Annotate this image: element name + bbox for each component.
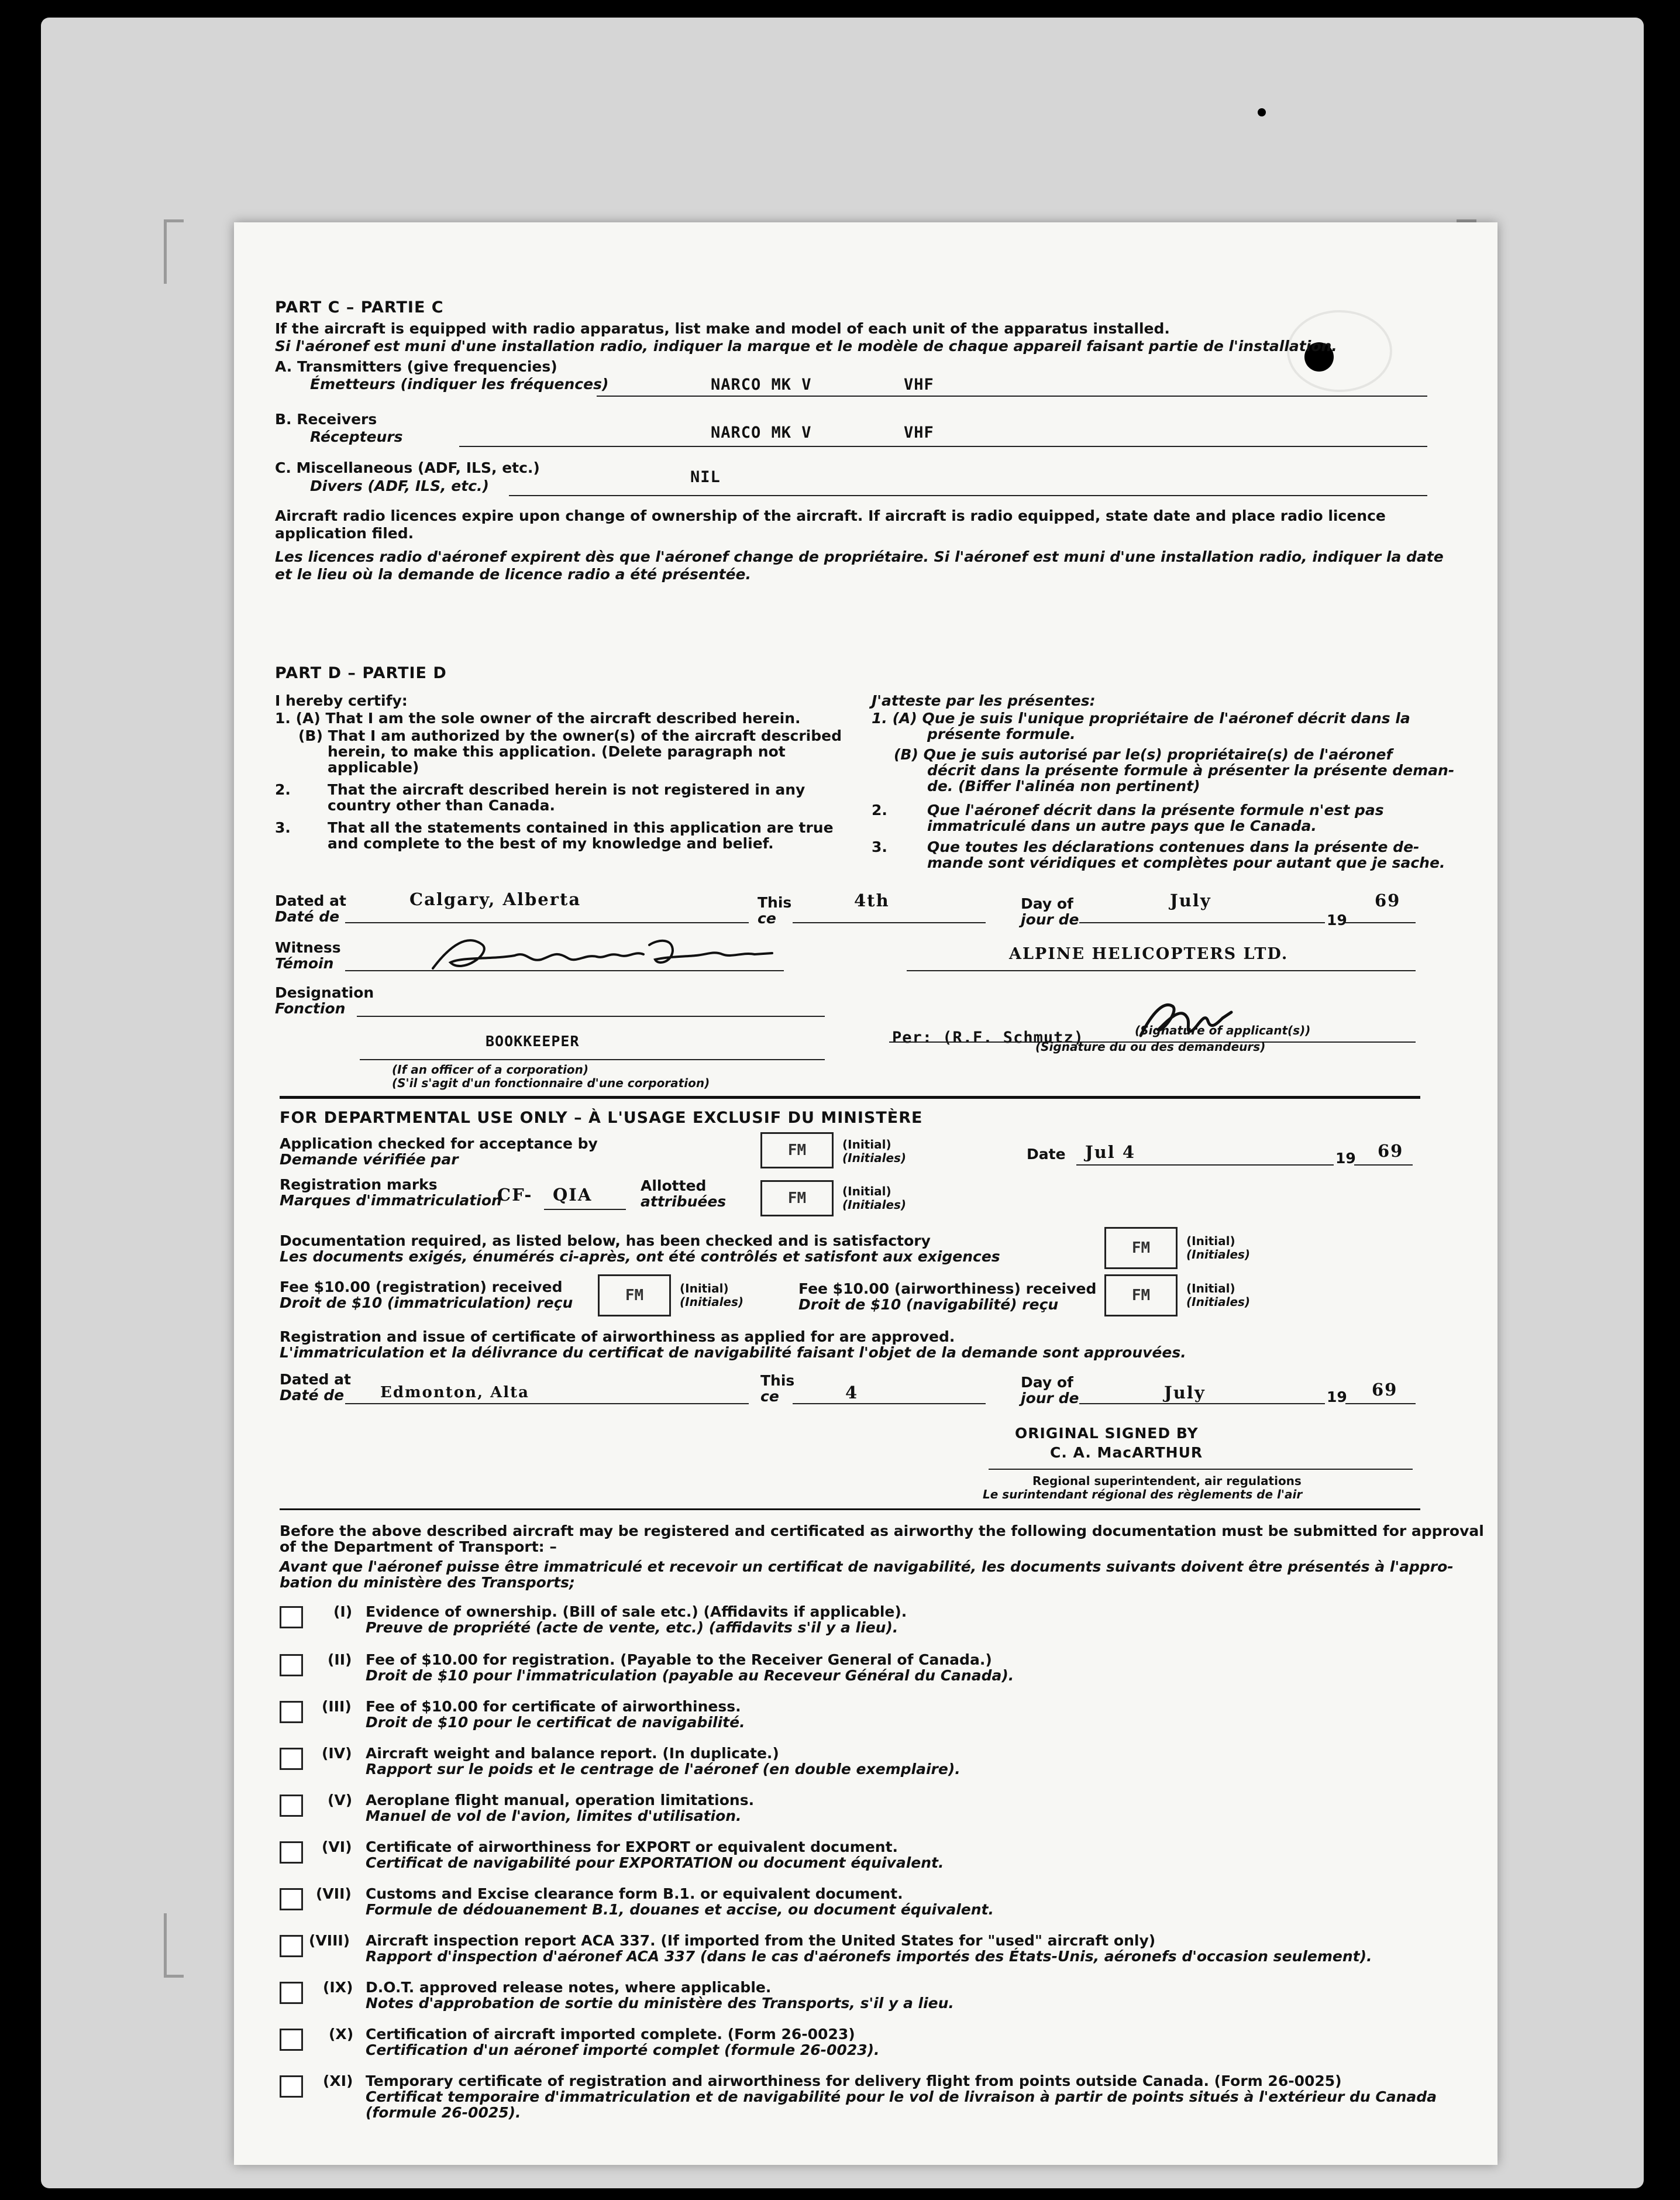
this-line [793,922,986,923]
initial-label-en-5: (Initial) [1186,1281,1235,1295]
item-en: Evidence of ownership. (Bill of sale etc.) (Affidavits if applicable). [366,1603,907,1620]
reg-marks-label-fr: Marques d'immatriculation [280,1192,502,1209]
item-en: Aircraft weight and balance report. (In duplicate.) [366,1745,779,1762]
checkbox-item-10[interactable] [280,2029,303,2051]
checked-initial-box[interactable]: FM [760,1132,834,1168]
dated2-label-en: Dated at [280,1371,351,1388]
item-num: (IV) [322,1745,352,1762]
item-en: Aeroplane flight manual, operation limitations. [366,1792,755,1809]
cert-1b-fr-2: décrit dans la présente formule à présenter la présente deman- [927,762,1455,779]
checkbox-item-2[interactable] [280,1654,303,1676]
section-rule [280,1096,1420,1099]
item-en: Certification of aircraft imported complete. (Form 26-0023) [366,2026,855,2043]
this-label-fr: ce [758,910,776,927]
item-en: Fee of $10.00 for certificate of airworthiness. [366,1698,741,1715]
witness-label-en: Witness [275,939,341,956]
cert-1b-fr-1: (B) Que je suis autorisé par le(s) propriétaire(s) de l'aéronef [894,746,1393,763]
item-en: Fee of $10.00 for registration. (Payable to the Receiver General of Canada.) [366,1651,992,1668]
reg-marks-line [544,1209,626,1210]
cert-2-num-fr: 2. [872,802,887,819]
signed-stamp-1: ORIGINAL SIGNED BY [1015,1425,1199,1442]
cert-1a-fr-1: 1. (A) Que je suis l'unique propriétaire de l'aéronef décrit dans la [872,710,1410,727]
speck [1258,108,1266,116]
reg-marks-value[interactable]: QIA [553,1185,593,1205]
item-fr: Certification d'un aéronef importé complet (formule 26-0023). [366,2041,880,2058]
approve-en: Registration and issue of certificate of airworthiness as applied for are approved. [280,1328,955,1345]
year-line [1345,922,1416,923]
year2-prefix: 19 [1327,1388,1347,1405]
year2-line [1345,1403,1416,1404]
month2-line [1079,1403,1325,1404]
crop-mark [164,219,184,284]
item-num: (VI) [322,1838,352,1855]
checkbox-item-9[interactable] [280,1982,303,2004]
crop-mark [164,1913,184,1978]
checkbox-item-4[interactable] [280,1748,303,1770]
fee-air-fr: Droit de $10 (navigabilité) reçu [798,1296,1059,1313]
superintendent-line [989,1469,1413,1470]
checkbox-item-11[interactable] [280,2075,303,2098]
cert-3-num-fr: 3. [872,838,887,855]
receivers-line [459,446,1427,447]
fee-reg-en: Fee $10.00 (registration) received [280,1278,563,1295]
witness-signature [427,927,778,980]
item-fr: Certificat de navigabilité pour EXPORTATION ou document équivalent. [366,1854,944,1871]
item-en: Temporary certificate of registration and airworthiness for delivery flight from points outside Canada. (Form 26-0025) [366,2072,1342,2089]
fee-reg-initial-box[interactable]: FM [598,1274,671,1316]
item-fr: Certificat temporaire d'immatriculation et de navigabilité pour le vol de livraison à partir de points situés à l'extérieur du Canada [366,2088,1437,2105]
checkbox-item-3[interactable] [280,1701,303,1723]
certify-fr: J'atteste par les présentes: [872,692,1096,709]
date-label: Date [1027,1146,1066,1163]
doc-checked-fr: Les documents exigés, énumérés ci-après, ont été contrôlés et satisfont aux exigences [280,1248,1000,1265]
item-num: (III) [322,1698,352,1715]
initial-label-en-2: (Initial) [842,1184,891,1198]
item-en: Certificate of airworthiness for EXPORT or equivalent document. [366,1838,898,1855]
misc-label-fr: Divers (ADF, ILS, etc.) [310,477,489,494]
form-sheet [234,222,1497,2165]
licence-note-en-1: Aircraft radio licences expire upon change of ownership of the aircraft. If aircraft is radio equipped, state date and place radio licence [275,507,1386,524]
cert-1a-en: 1. (A) That I am the sole owner of the aircraft described herein. [275,710,801,727]
month2-value[interactable]: July [1164,1383,1206,1402]
transmitters-label-en: A. Transmitters (give frequencies) [275,358,557,375]
year2-value[interactable]: 69 [1372,1380,1398,1400]
item-en: D.O.T. approved release notes, where applicable. [366,1979,772,1996]
this-label-en: This [758,894,792,911]
dated-label-en: Dated at [275,892,346,909]
initial-label-fr-2: (Initiales) [842,1198,907,1212]
misc-value[interactable]: NIL [690,468,721,486]
transmitters-value[interactable]: NARCO MK V [711,376,812,394]
item-num: (VII) [316,1885,352,1902]
signed-stamp-2: C. A. MacARTHUR [1050,1444,1203,1461]
cert-3-fr-1: Que toutes les déclarations contenues dans la présente de- [927,838,1420,855]
certify-en: I hereby certify: [275,692,408,709]
checkbox-item-5[interactable] [280,1795,303,1817]
company-name-value[interactable]: ALPINE HELICOPTERS LTD. [1009,945,1289,963]
dated2-label-fr: Daté de [280,1387,345,1404]
before-fr-1: Avant que l'aéronef puisse être immatriculé et recevoir un certificat de navigabilité, les documents suivants doivent être présentés à l'appro- [280,1558,1454,1575]
part-c-intro-fr: Si l'aéronef est muni d'une installation radio, indiquer la marque et le modèle de chaque appareil faisant partie de l'installation. [275,338,1337,355]
per-value[interactable]: Per: (R.F. Schmutz) [892,1029,1084,1047]
dated2-line [345,1403,749,1404]
day2-label-en: Day of [1021,1374,1073,1391]
misc-line [509,495,1427,496]
before-en-1: Before the above described aircraft may be registered and certificated as airworthy the following documentation must be submitted for approval [280,1522,1484,1539]
licence-note-fr-1: Les licences radio d'aéronef expirent dès que l'aéronef change de propriétaire. Si l'aéronef est muni d'une installation radio, indiquer la date [275,548,1444,565]
designation-line-1 [357,1016,825,1017]
doc-checked-en: Documentation required, as listed below, has been checked and is satisfactory [280,1232,931,1249]
date-line [1076,1164,1334,1166]
transmitters-frequency[interactable]: VHF [904,376,934,394]
superintendent-en: Regional superintendent, air regulations [1032,1474,1302,1488]
receivers-label-en: B. Receivers [275,411,377,428]
initial-label-fr-4: (Initiales) [680,1295,744,1309]
cert-3-en-2: and complete to the best of my knowledge and belief. [328,835,774,852]
item-fr-2: (formule 26-0025). [366,2104,521,2121]
officer-note-fr: (S'il s'agit d'un fonctionnaire d'une corporation) [392,1076,710,1090]
cert-2-fr-1: Que l'aéronef décrit dans la présente formule n'est pas [927,802,1384,819]
this2-label-en: This [760,1372,795,1389]
item-en: Aircraft inspection report ACA 337. (If imported from the United States for "used" aircraft only) [366,1932,1156,1949]
cert-1b-en-3: applicable) [328,759,419,776]
date-value[interactable]: Jul 4 [1085,1142,1136,1162]
cert-1b-fr-3: de. (Biffer l'alinéa non pertinent) [927,778,1200,795]
checkbox-item-8[interactable] [280,1935,303,1957]
superintendent-fr: Le surintendant régional des règlements de l'air [983,1487,1303,1501]
allotted-initial-box[interactable]: FM [760,1180,834,1216]
day-of-label-en: Day of [1021,895,1073,912]
day2-label-fr: jour de [1021,1390,1079,1407]
approve-fr: L'immatriculation et la délivrance du certificat de navigabilité faisant l'objet de la demande sont approuvées. [280,1344,1186,1361]
item-fr: Rapport sur le poids et le centrage de l'aéronef (en double exemplaire). [366,1761,961,1778]
item-fr: Manuel de vol de l'avion, limites d'utilisation. [366,1807,742,1824]
initial-label-fr-3: (Initiales) [1186,1247,1251,1261]
cert-3-en-1: That all the statements contained in this application are true [328,819,834,836]
checked-label-fr: Demande vérifiée par [280,1151,459,1168]
item-fr: Preuve de propriété (acte de vente, etc.) (affidavits s'il y a lieu). [366,1619,898,1636]
this-day-value[interactable]: 4th [854,891,890,910]
this2-label-fr: ce [760,1388,779,1405]
fee-reg-fr: Droit de $10 (immatriculation) reçu [280,1294,573,1311]
section-rule-2 [280,1508,1420,1510]
receivers-value[interactable]: NARCO MK V [711,424,812,442]
cert-2-num: 2. [275,781,291,798]
designation-label-en: Designation [275,984,374,1001]
item-num: (X) [329,2026,354,2043]
this2-line [793,1403,986,1404]
licence-note-en-2: application filed. [275,525,414,542]
before-fr-2: bation du ministère des Transports; [280,1574,575,1591]
day-of-label-fr: jour de [1021,911,1079,928]
officer-note-en: (If an officer of a corporation) [392,1063,588,1077]
part-c-heading: PART C – PARTIE C [275,298,444,317]
item-fr: Droit de $10 pour l'immatriculation (payable au Receveur Général du Canada). [366,1667,1014,1684]
initial-label-fr: (Initiales) [842,1151,907,1165]
allotted-label-en: Allotted [641,1177,707,1194]
receivers-label-fr: Récepteurs [310,428,403,445]
item-fr: Notes d'approbation de sortie du ministère des Transports, s'il y a lieu. [366,1995,954,2012]
designation-line-2 [360,1059,825,1060]
item-fr: Formule de dédouanement B.1, douanes et accise, ou document équivalent. [366,1901,994,1918]
initial-label-en: (Initial) [842,1137,891,1151]
dated-label-fr: Daté de [275,908,340,925]
item-num: (II) [328,1651,352,1668]
this2-day-value[interactable]: 4 [845,1383,859,1402]
date-year-value[interactable]: 69 [1378,1141,1404,1161]
cert-1b-en-2: herein, to make this application. (Delete paragraph not [328,743,786,760]
item-fr: Droit de $10 pour le certificat de navigabilité. [366,1714,745,1731]
checkbox-item-1[interactable] [280,1606,303,1628]
transmitters-label-fr: Émetteurs (indiquer les fréquences) [310,376,609,393]
cert-2-en-1: That the aircraft described herein is not registered in any [328,781,805,798]
item-num: (I) [333,1603,353,1620]
doc-initial-box[interactable]: FM [1104,1227,1178,1269]
item-en: Customs and Excise clearance form B.1. or equivalent document. [366,1885,903,1902]
cert-1b-en-1: (B) That I am authorized by the owner(s) of the aircraft described [298,727,842,744]
misc-label-en: C. Miscellaneous (ADF, ILS, etc.) [275,459,540,476]
witness-line [345,970,784,971]
reg-prefix: CF- [497,1185,533,1205]
transmitters-line [597,396,1427,397]
initial-label-en-4: (Initial) [680,1281,729,1295]
before-en-2: of the Department of Transport: – [280,1538,557,1555]
designation-label-fr: Fonction [275,1000,346,1017]
dated-line [345,922,749,923]
company-line [907,970,1416,971]
part-c-intro-en: If the aircraft is equipped with radio apparatus, list make and model of each unit of the apparatus installed. [275,320,1170,337]
month-line [1079,922,1325,923]
licence-note-fr-2: et le lieu où la demande de licence radio a été présentée. [275,566,751,583]
checkbox-item-7[interactable] [280,1888,303,1910]
witness-label-fr: Témoin [275,955,334,972]
year-value[interactable]: 69 [1375,891,1401,910]
cert-2-en-2: country other than Canada. [328,797,556,814]
applicant-label-fr: (Signature du ou des demandeurs) [1035,1040,1266,1054]
designation-value[interactable]: BOOKKEEPER [486,1033,580,1050]
initial-label-fr-5: (Initiales) [1186,1295,1251,1309]
year-prefix: 19 [1327,912,1347,929]
cert-1a-fr-2: présente formule. [927,726,1076,742]
date-year-prefix: 19 [1335,1150,1356,1167]
part-d-heading: PART D – PARTIE D [275,664,447,682]
item-num: (IX) [323,1979,353,1996]
month-value[interactable]: July [1170,891,1211,910]
date-year-line [1354,1164,1413,1166]
item-fr: Rapport d'inspection d'aéronef ACA 337 (dans le cas d'aéronefs importés des États-Unis, aéronefs d'occasion seulement). [366,1948,1372,1965]
checked-label-en: Application checked for acceptance by [280,1135,598,1152]
item-num: (V) [328,1792,353,1809]
item-num: (VIII) [309,1932,350,1949]
dated-place-value[interactable]: Calgary, Alberta [409,889,581,909]
checkbox-item-6[interactable] [280,1841,303,1864]
fee-air-initial-box[interactable]: FM [1104,1274,1178,1316]
initial-label-en-3: (Initial) [1186,1234,1235,1248]
dept-heading: FOR DEPARTMENTAL USE ONLY – À L'USAGE EXCLUSIF DU MINISTÈRE [280,1109,923,1127]
receivers-frequency[interactable]: VHF [904,424,934,442]
cert-2-fr-2: immatriculé dans un autre pays que le Canada. [927,817,1317,834]
applicant-label-en: (Signature of applicant(s)) [1135,1023,1311,1037]
applicant-signature [1129,989,1246,1047]
dated2-place-value[interactable]: Edmonton, Alta [380,1384,530,1401]
allotted-label-fr: attribuées [641,1193,727,1210]
item-num: (XI) [323,2072,353,2089]
reg-marks-label-en: Registration marks [280,1176,438,1193]
cert-3-fr-2: mande sont véridiques et complètes pour autant que je sache. [927,854,1445,871]
fee-air-en: Fee $10.00 (airworthiness) received [798,1280,1097,1297]
cert-3-num: 3. [275,819,291,836]
